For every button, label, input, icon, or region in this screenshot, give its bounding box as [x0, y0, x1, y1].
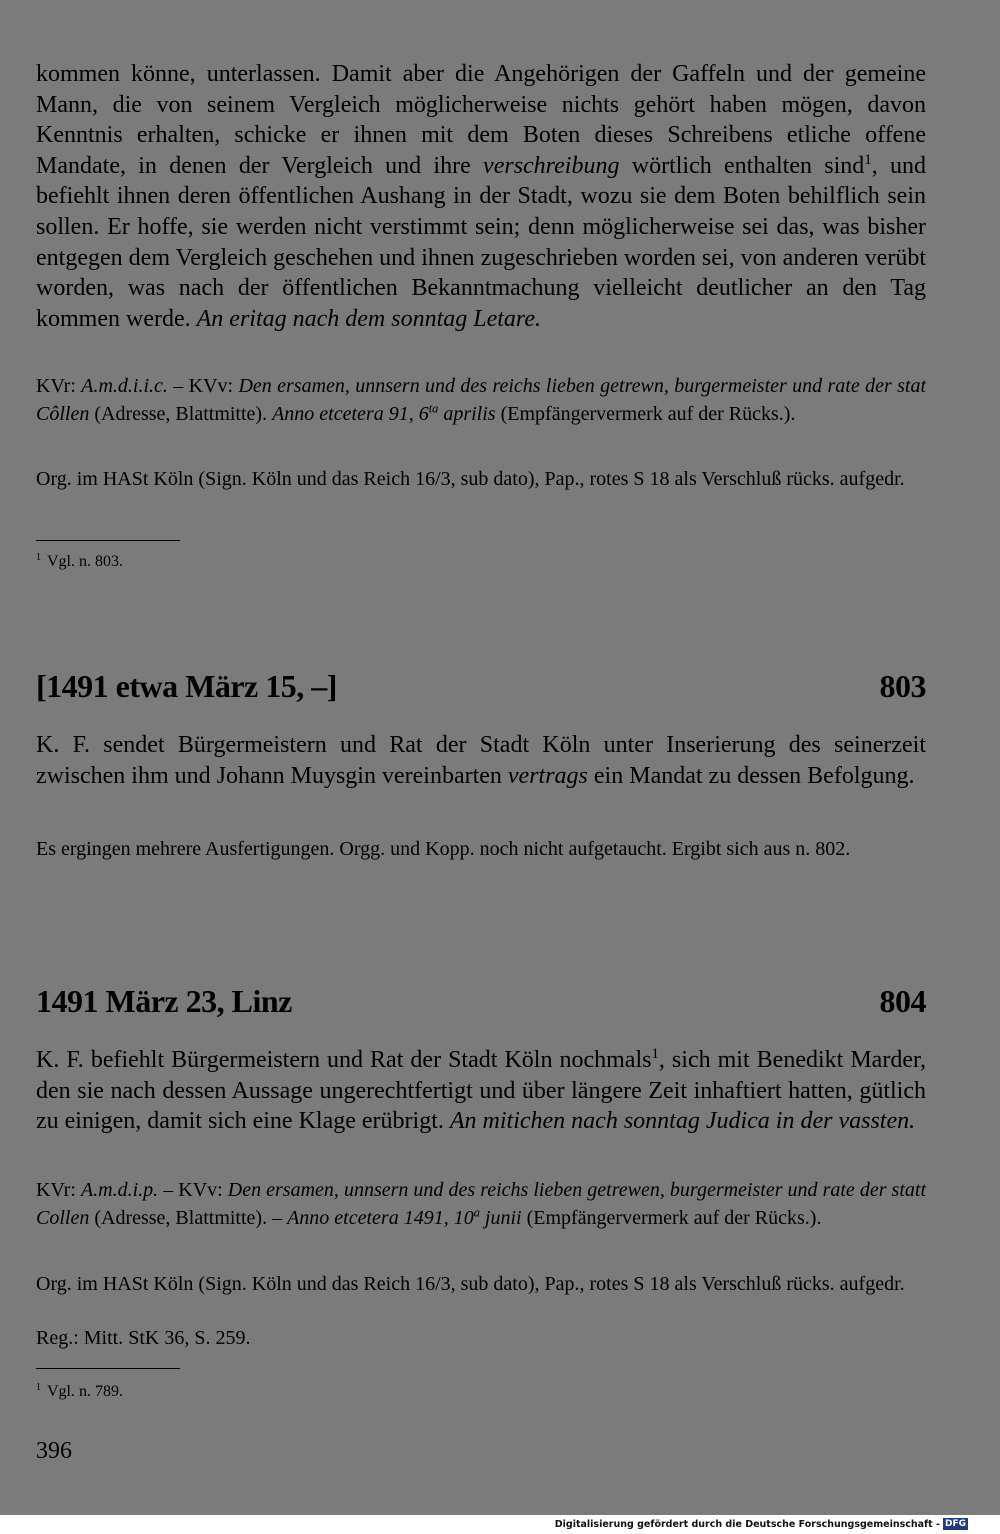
body-paragraph-802: kommen könne, unterlassen. Damit aber die Angehörigen der Gaffeln und der gemeine Mann, die von seinem Vergleich möglicherweise nichts gehört haben mögen, davon Kenntnis erhalten, schicke er ihnen mit dem Boten dieses Schreibens etliche offene Mandate, in denen der Vergleich und ihre verschreibung wörtlich enthalten sind$^1$, und befiehlt ihnen deren öffentlichen Aushang in der Stadt, wozu sie dem Boten behilflich sein sollen. Er hoffe, sie werden nicht verstimmt sein; denn möglicherweise sei das, was bisher entgegen dem Vergleich geschehen und ihnen zugeschrieben worden sei, von anderen verübt worden, was nach der öffentlichen Bekanntmachung vielleicht deutlicher an den Tag kommen werde. An eritag nach dem sonntag Letare.	[36, 61, 927, 332]
entry-date-803: [1491 etwa März 15, –]	[36, 668, 337, 704]
endorsement-note-804: KVr: A.m.d.i.p. – KVv: Den ersamen, unnsern und des reichs lieben getrewen, burgermeister und rate der statt Collen (Adresse, Blattmitte). – Anno etcetera 1491, 10$^a$ junii (Empfängervermerk auf der Rücks.).	[36, 1179, 926, 1229]
entry-date-804: 1491 März 23, Linz	[36, 983, 292, 1019]
entry-heading-803	[36, 668, 926, 705]
date-line: An eritag nach dem sonntag Letare.	[196, 305, 542, 332]
entry-number-803: 803	[879, 668, 926, 704]
footnote-802: $^1$ Vgl. n. 803.	[36, 552, 123, 570]
origin-note-802: Org. im HASt Köln (Sign. Köln und das Reich 16/3, sub dato), Pap., rotes S 18 als Verschluß rücks. aufgedr.	[36, 468, 905, 490]
footnote-rule	[36, 540, 180, 541]
page-number: 396	[36, 1438, 72, 1464]
entry-heading-804	[36, 983, 926, 1020]
credit-text: Digitalisierung gefördert durch die Deutsche Forschungsgemeinschaft -	[554, 1518, 940, 1530]
endorsement-note-802: KVr: A.m.d.i.i.c. – KVv: Den ersamen, unnsern und des reichs lieben getrewn, burgermeister und rate der stat Côllen (Adresse, Blattmitte). Anno etcetera 91, $6^{ta}$ aprilis (Empfängervermerk auf der Rücks.).	[36, 375, 926, 425]
entry-number-804: 804	[879, 983, 926, 1019]
date-line: An mitichen nach sonntag Judica in der vassten.	[449, 1108, 916, 1135]
footnote-rule	[36, 1368, 180, 1369]
footnote-ref: 1	[864, 151, 872, 168]
dfg-logo: DFG	[944, 1519, 966, 1529]
body-paragraph-803: K. F. sendet Bürgermeistern und Rat der Stadt Köln unter Inserierung des seinerzeit zwischen ihm und Johann Muysgin vereinbarten vertrags ein Mandat zu dessen Befolgung.	[36, 732, 926, 789]
regest-note-804: Reg.: Mitt. StK 36, S. 259.	[36, 1327, 251, 1349]
footnote-804: $^1$ Vgl. n. 789.	[36, 1382, 123, 1400]
body-paragraph-804: K. F. befiehlt Bürgermeistern und Rat der Stadt Köln nochmals$^1$, sich mit Benedikt Marder, den sie nach dessen Aussage ungerechtfertigt und über längere Zeit inhaftiert hatten, gütlich zu einigen, damit sich eine Klage erübrigt. An mitichen nach sonntag Judica in der vassten.	[36, 1046, 927, 1135]
funding-credit	[555, 1518, 968, 1530]
origin-note-804: Org. im HASt Köln (Sign. Köln und das Reich 16/3, sub dato), Pap., rotes S 18 als Verschluß rücks. aufgedr.	[36, 1273, 905, 1295]
footnote-ref: 1	[651, 1046, 659, 1062]
note-803: Es ergingen mehrere Ausfertigungen. Orgg. und Kopp. noch nicht aufgetaucht. Ergibt sich aus n. 802.	[36, 838, 851, 860]
